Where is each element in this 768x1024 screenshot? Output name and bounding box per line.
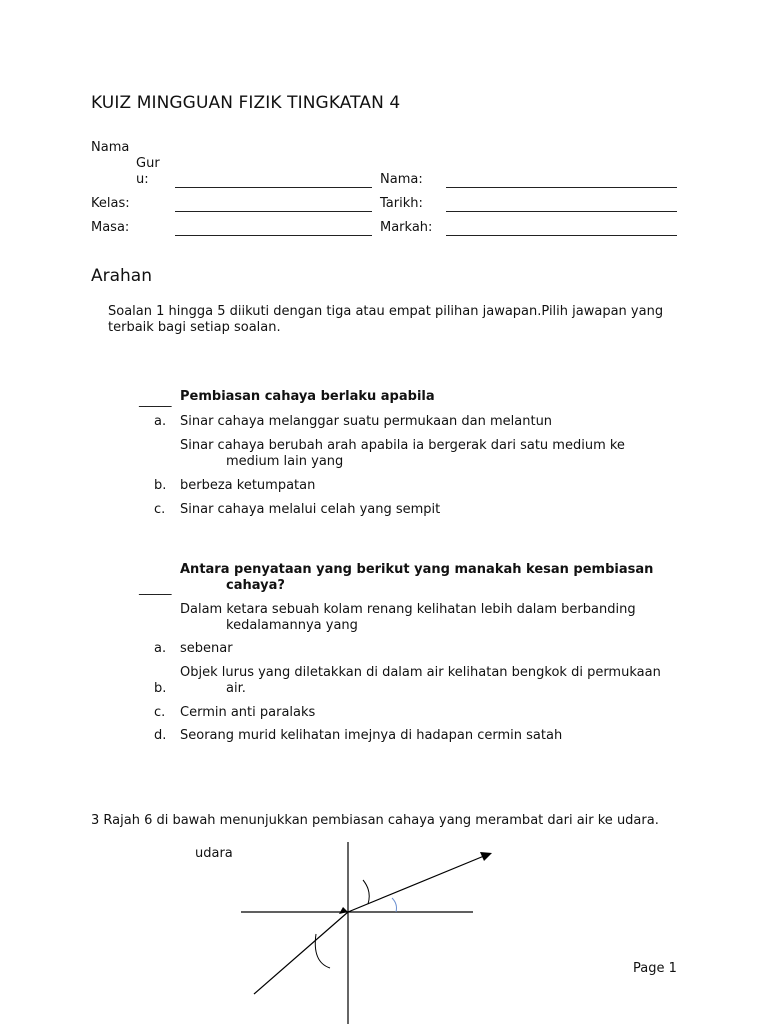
angle-arc-refraction [363, 880, 369, 904]
instructions-text: Soalan 1 hingga 5 diikuti dengan tiga atau empat pilihan jawapan.Pilih jawapan yang terbaik bagi setiap soalan. [108, 304, 664, 335]
masa-label: Masa: [91, 220, 130, 235]
page-title: KUIZ MINGGUAN FIZIK TINGKATAN 4 [91, 93, 401, 113]
question-3-text: 3 Rajah 6 di bawah menunjukkan pembiasan cahaya yang merambat dari air ke udara. [91, 813, 659, 828]
nama-guru-label-3: u: [136, 172, 149, 187]
angle-arc-boundary [392, 898, 397, 912]
option-text: Cermin anti paralaks [180, 705, 316, 720]
option-label: d. [154, 728, 167, 743]
nama-label: Nama: [380, 172, 423, 187]
option-text: Dalam ketara sebuah kolam renang kelihatan lebih dalam berbanding [180, 602, 636, 617]
option-text: medium lain yang [226, 454, 344, 469]
question-stem: Antara penyataan yang berikut yang manakah kesan pembiasan [180, 562, 654, 577]
option-label: c. [154, 502, 166, 517]
option-text: Seorang murid kelihatan imejnya di hadapan cermin satah [180, 728, 563, 743]
option-label: c. [154, 705, 166, 720]
option-text: berbeza ketumpatan [180, 478, 316, 493]
tarikh-label: Tarikh: [380, 196, 423, 211]
option-text: Objek lurus yang diletakkan di dalam air kelihatan bengkok di permukaan [180, 665, 661, 680]
option-text: kedalamannya yang [226, 618, 358, 633]
page-number: Page 1 [633, 961, 677, 976]
section-heading: Arahan [91, 266, 153, 286]
diagram-label-udara: udara [195, 846, 233, 861]
option-label: a. [154, 641, 167, 656]
question-stem: Pembiasan cahaya berlaku apabila [180, 389, 435, 404]
option-label: b. [154, 681, 167, 696]
nama-guru-label-1: Nama [91, 140, 130, 155]
option-text: Sinar cahaya melanggar suatu permukaan dan melantun [180, 414, 553, 429]
option-label: b. [154, 478, 167, 493]
option-text: Sinar cahaya berubah arah apabila ia bergerak dari satu medium ke [180, 438, 625, 453]
nama-guru-label-2: Gur [136, 156, 160, 171]
answer-blank[interactable]: _____ [139, 581, 172, 596]
question-stem: cahaya? [226, 578, 285, 593]
markah-label: Markah: [380, 220, 433, 235]
incident-ray [254, 912, 348, 994]
option-text: air. [226, 681, 246, 696]
option-label: a. [154, 414, 167, 429]
answer-blank[interactable]: _____ [139, 393, 172, 408]
option-text: Sinar cahaya melalui celah yang sempit [180, 502, 441, 517]
option-text: sebenar [180, 641, 233, 656]
kelas-label: Kelas: [91, 196, 130, 211]
